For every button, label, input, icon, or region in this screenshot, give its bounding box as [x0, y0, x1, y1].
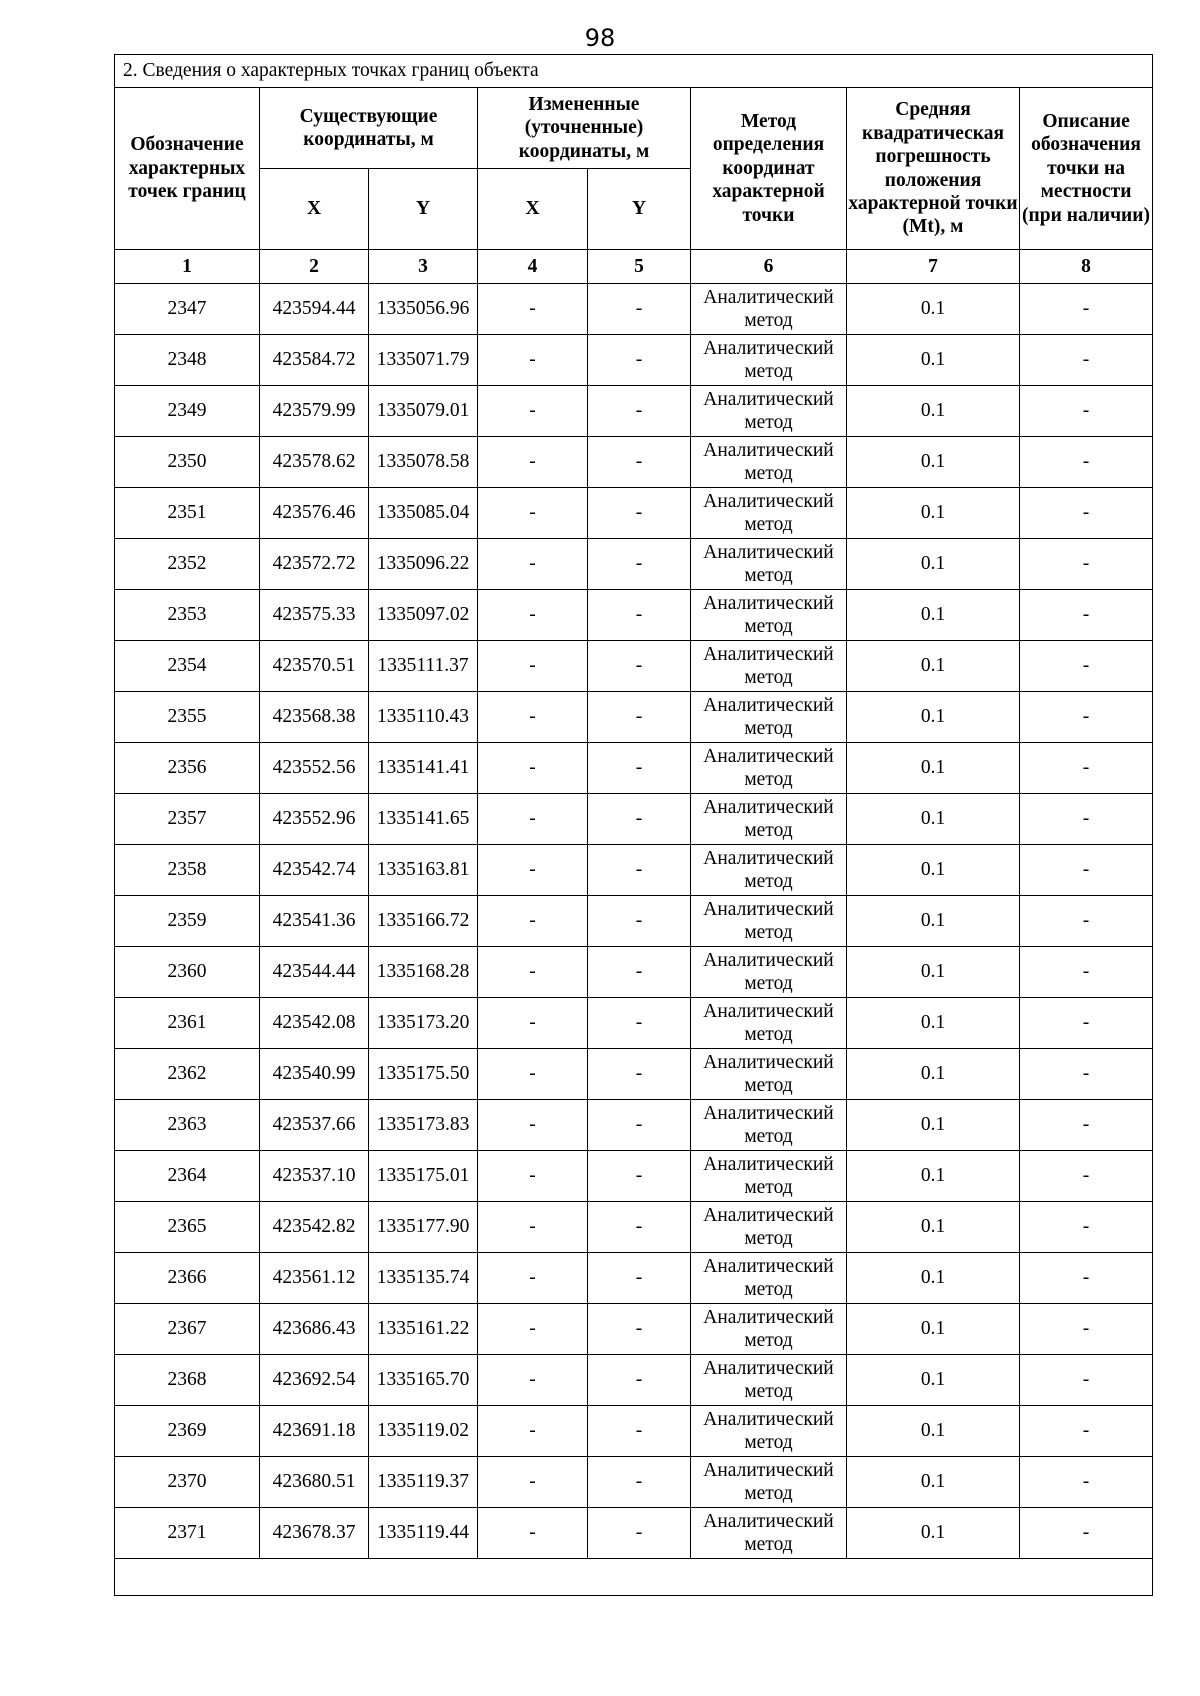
- table-row: [115, 998, 1153, 1049]
- method-cell: Аналитический метод: [691, 1508, 847, 1559]
- description-cell: -: [1020, 896, 1153, 947]
- changed-x-cell: -: [478, 947, 588, 998]
- existing-y-cell: 1335173.20: [369, 998, 478, 1049]
- method-cell: Аналитический метод: [691, 590, 847, 641]
- point-id-cell: 2348: [115, 335, 260, 386]
- existing-x-cell: 423561.12: [260, 1253, 369, 1304]
- mean-error-cell: 0.1: [847, 1049, 1020, 1100]
- description-cell: -: [1020, 539, 1153, 590]
- changed-x-cell: -: [478, 1508, 588, 1559]
- method-cell: Аналитический метод: [691, 947, 847, 998]
- description-cell: -: [1020, 1151, 1153, 1202]
- description-cell: -: [1020, 1304, 1153, 1355]
- method-cell: Аналитический метод: [691, 896, 847, 947]
- existing-x-cell: 423542.08: [260, 998, 369, 1049]
- description-cell: -: [1020, 743, 1153, 794]
- point-id-cell: 2353: [115, 590, 260, 641]
- point-id-cell: 2365: [115, 1202, 260, 1253]
- changed-x-cell: -: [478, 335, 588, 386]
- existing-y-cell: 1335141.65: [369, 794, 478, 845]
- description-cell: -: [1020, 1457, 1153, 1508]
- changed-x-cell: -: [478, 794, 588, 845]
- existing-x-cell: 423544.44: [260, 947, 369, 998]
- changed-y-cell: -: [588, 641, 691, 692]
- existing-x-cell: 423576.46: [260, 488, 369, 539]
- existing-y-cell: 1335119.37: [369, 1457, 478, 1508]
- existing-x-cell: 423691.18: [260, 1406, 369, 1457]
- changed-y-cell: -: [588, 743, 691, 794]
- description-cell: -: [1020, 947, 1153, 998]
- changed-x-cell: -: [478, 1406, 588, 1457]
- mean-error-cell: 0.1: [847, 1508, 1020, 1559]
- method-cell: Аналитический метод: [691, 1049, 847, 1100]
- column-number: 2: [260, 250, 369, 284]
- changed-y-cell: -: [588, 284, 691, 335]
- header-existing-coordinates: Существующие координаты, м: [260, 88, 478, 169]
- description-cell: -: [1020, 1202, 1153, 1253]
- table-row: [115, 335, 1153, 386]
- method-cell: Аналитический метод: [691, 794, 847, 845]
- point-id-cell: 2351: [115, 488, 260, 539]
- mean-error-cell: 0.1: [847, 947, 1020, 998]
- table-row: [115, 539, 1153, 590]
- changed-x-cell: -: [478, 1202, 588, 1253]
- table-row: [115, 1406, 1153, 1457]
- point-id-cell: 2363: [115, 1100, 260, 1151]
- existing-y-cell: 1335079.01: [369, 386, 478, 437]
- column-number: 1: [115, 250, 260, 284]
- existing-y-cell: 1335166.72: [369, 896, 478, 947]
- point-id-cell: 2350: [115, 437, 260, 488]
- mean-error-cell: 0.1: [847, 386, 1020, 437]
- column-number: 4: [478, 250, 588, 284]
- column-number: 8: [1020, 250, 1153, 284]
- mean-error-cell: 0.1: [847, 1253, 1020, 1304]
- method-cell: Аналитический метод: [691, 1355, 847, 1406]
- description-cell: -: [1020, 794, 1153, 845]
- table-row: [115, 1457, 1153, 1508]
- description-cell: -: [1020, 692, 1153, 743]
- existing-x-cell: 423578.62: [260, 437, 369, 488]
- mean-error-cell: 0.1: [847, 437, 1020, 488]
- changed-y-cell: -: [588, 1304, 691, 1355]
- existing-y-cell: 1335163.81: [369, 845, 478, 896]
- point-id-cell: 2366: [115, 1253, 260, 1304]
- point-id-cell: 2368: [115, 1355, 260, 1406]
- table-row: [115, 1304, 1153, 1355]
- changed-y-cell: -: [588, 539, 691, 590]
- point-id-cell: 2367: [115, 1304, 260, 1355]
- existing-x-cell: 423575.33: [260, 590, 369, 641]
- description-cell: -: [1020, 437, 1153, 488]
- point-id-cell: 2364: [115, 1151, 260, 1202]
- table-row: [115, 1253, 1153, 1304]
- page-number: 98: [584, 24, 616, 52]
- existing-y-cell: 1335165.70: [369, 1355, 478, 1406]
- existing-y-cell: 1335141.41: [369, 743, 478, 794]
- existing-y-cell: 1335096.22: [369, 539, 478, 590]
- existing-x-cell: 423552.56: [260, 743, 369, 794]
- changed-y-cell: -: [588, 1202, 691, 1253]
- table-row: [115, 1355, 1153, 1406]
- table-row: [115, 284, 1153, 335]
- method-cell: Аналитический метод: [691, 641, 847, 692]
- existing-y-cell: 1335078.58: [369, 437, 478, 488]
- changed-x-cell: -: [478, 1100, 588, 1151]
- mean-error-cell: 0.1: [847, 998, 1020, 1049]
- method-cell: Аналитический метод: [691, 1304, 847, 1355]
- method-cell: Аналитический метод: [691, 1253, 847, 1304]
- changed-x-cell: -: [478, 1049, 588, 1100]
- table-row: [115, 896, 1153, 947]
- header-description: Описание обозначения точки на местности (при наличии): [1020, 88, 1153, 250]
- existing-x-cell: 423579.99: [260, 386, 369, 437]
- existing-x-cell: 423686.43: [260, 1304, 369, 1355]
- existing-x-cell: 423537.10: [260, 1151, 369, 1202]
- changed-y-cell: -: [588, 1457, 691, 1508]
- changed-x-cell: -: [478, 488, 588, 539]
- existing-y-cell: 1335097.02: [369, 590, 478, 641]
- table-row: [115, 1100, 1153, 1151]
- mean-error-cell: 0.1: [847, 1100, 1020, 1151]
- changed-x-cell: -: [478, 1355, 588, 1406]
- changed-x-cell: -: [478, 1457, 588, 1508]
- description-cell: -: [1020, 386, 1153, 437]
- changed-y-cell: -: [588, 1508, 691, 1559]
- method-cell: Аналитический метод: [691, 488, 847, 539]
- boundary-points-table: [114, 54, 1153, 1596]
- table-row: [115, 692, 1153, 743]
- existing-y-cell: 1335173.83: [369, 1100, 478, 1151]
- column-number: 6: [691, 250, 847, 284]
- existing-y-cell: 1335071.79: [369, 335, 478, 386]
- header-changed-x: X: [478, 169, 588, 250]
- method-cell: Аналитический метод: [691, 437, 847, 488]
- existing-x-cell: 423540.99: [260, 1049, 369, 1100]
- changed-y-cell: -: [588, 692, 691, 743]
- existing-x-cell: 423542.82: [260, 1202, 369, 1253]
- existing-x-cell: 423692.54: [260, 1355, 369, 1406]
- description-cell: -: [1020, 590, 1153, 641]
- method-cell: Аналитический метод: [691, 1406, 847, 1457]
- mean-error-cell: 0.1: [847, 794, 1020, 845]
- existing-x-cell: 423541.36: [260, 896, 369, 947]
- existing-x-cell: 423584.72: [260, 335, 369, 386]
- existing-x-cell: 423568.38: [260, 692, 369, 743]
- description-cell: -: [1020, 1406, 1153, 1457]
- existing-y-cell: 1335056.96: [369, 284, 478, 335]
- changed-y-cell: -: [588, 335, 691, 386]
- table-row: [115, 845, 1153, 896]
- changed-y-cell: -: [588, 1406, 691, 1457]
- header-method: Метод определения координат характерной точки: [691, 88, 847, 250]
- method-cell: Аналитический метод: [691, 1202, 847, 1253]
- mean-error-cell: 0.1: [847, 641, 1020, 692]
- changed-x-cell: -: [478, 590, 588, 641]
- method-cell: Аналитический метод: [691, 998, 847, 1049]
- table-row: [115, 1151, 1153, 1202]
- changed-y-cell: -: [588, 896, 691, 947]
- description-cell: -: [1020, 641, 1153, 692]
- existing-x-cell: 423570.51: [260, 641, 369, 692]
- column-number: 7: [847, 250, 1020, 284]
- column-number: 5: [588, 250, 691, 284]
- point-id-cell: 2352: [115, 539, 260, 590]
- existing-x-cell: 423594.44: [260, 284, 369, 335]
- existing-y-cell: 1335119.44: [369, 1508, 478, 1559]
- method-cell: Аналитический метод: [691, 1151, 847, 1202]
- method-cell: Аналитический метод: [691, 845, 847, 896]
- existing-y-cell: 1335085.04: [369, 488, 478, 539]
- mean-error-cell: 0.1: [847, 1304, 1020, 1355]
- description-cell: -: [1020, 488, 1153, 539]
- column-number: 3: [369, 250, 478, 284]
- point-id-cell: 2360: [115, 947, 260, 998]
- header-point-designation: Обозначение характерных точек границ: [115, 88, 260, 250]
- changed-y-cell: -: [588, 1151, 691, 1202]
- point-id-cell: 2355: [115, 692, 260, 743]
- table-row: [115, 794, 1153, 845]
- description-cell: -: [1020, 845, 1153, 896]
- description-cell: -: [1020, 1508, 1153, 1559]
- point-id-cell: 2362: [115, 1049, 260, 1100]
- mean-error-cell: 0.1: [847, 743, 1020, 794]
- table-row: [115, 386, 1153, 437]
- changed-x-cell: -: [478, 539, 588, 590]
- description-cell: -: [1020, 335, 1153, 386]
- changed-x-cell: -: [478, 998, 588, 1049]
- changed-y-cell: -: [588, 437, 691, 488]
- changed-x-cell: -: [478, 284, 588, 335]
- description-cell: -: [1020, 1355, 1153, 1406]
- table-row: [115, 488, 1153, 539]
- changed-y-cell: -: [588, 386, 691, 437]
- method-cell: Аналитический метод: [691, 692, 847, 743]
- changed-y-cell: -: [588, 1355, 691, 1406]
- point-id-cell: 2356: [115, 743, 260, 794]
- point-id-cell: 2347: [115, 284, 260, 335]
- header-changed-y: Y: [588, 169, 691, 250]
- method-cell: Аналитический метод: [691, 743, 847, 794]
- table-row: [115, 1049, 1153, 1100]
- header-existing-y: Y: [369, 169, 478, 250]
- table-row: [115, 590, 1153, 641]
- changed-y-cell: -: [588, 947, 691, 998]
- mean-error-cell: 0.1: [847, 1406, 1020, 1457]
- changed-x-cell: -: [478, 1304, 588, 1355]
- existing-x-cell: 423537.66: [260, 1100, 369, 1151]
- changed-y-cell: -: [588, 998, 691, 1049]
- table-row: [115, 743, 1153, 794]
- existing-x-cell: 423542.74: [260, 845, 369, 896]
- changed-x-cell: -: [478, 386, 588, 437]
- mean-error-cell: 0.1: [847, 1457, 1020, 1508]
- table-row: [115, 641, 1153, 692]
- existing-x-cell: 423680.51: [260, 1457, 369, 1508]
- changed-x-cell: -: [478, 896, 588, 947]
- changed-y-cell: -: [588, 590, 691, 641]
- table-row: [115, 437, 1153, 488]
- point-id-cell: 2358: [115, 845, 260, 896]
- mean-error-cell: 0.1: [847, 1151, 1020, 1202]
- existing-y-cell: 1335119.02: [369, 1406, 478, 1457]
- existing-y-cell: 1335111.37: [369, 641, 478, 692]
- method-cell: Аналитический метод: [691, 386, 847, 437]
- point-id-cell: 2361: [115, 998, 260, 1049]
- existing-x-cell: 423572.72: [260, 539, 369, 590]
- existing-y-cell: 1335175.01: [369, 1151, 478, 1202]
- changed-y-cell: -: [588, 1100, 691, 1151]
- table-row: [115, 1202, 1153, 1253]
- changed-x-cell: -: [478, 743, 588, 794]
- mean-error-cell: 0.1: [847, 1355, 1020, 1406]
- existing-y-cell: 1335161.22: [369, 1304, 478, 1355]
- method-cell: Аналитический метод: [691, 1100, 847, 1151]
- table-body: [115, 284, 1153, 1559]
- existing-y-cell: 1335110.43: [369, 692, 478, 743]
- method-cell: Аналитический метод: [691, 335, 847, 386]
- changed-x-cell: -: [478, 1151, 588, 1202]
- changed-x-cell: -: [478, 1253, 588, 1304]
- section-title: 2. Сведения о характерных точках границ объекта: [115, 55, 1153, 88]
- existing-y-cell: 1335177.90: [369, 1202, 478, 1253]
- mean-error-cell: 0.1: [847, 284, 1020, 335]
- changed-y-cell: -: [588, 1253, 691, 1304]
- mean-error-cell: 0.1: [847, 488, 1020, 539]
- description-cell: -: [1020, 1253, 1153, 1304]
- existing-y-cell: 1335175.50: [369, 1049, 478, 1100]
- existing-y-cell: 1335135.74: [369, 1253, 478, 1304]
- point-id-cell: 2349: [115, 386, 260, 437]
- method-cell: Аналитический метод: [691, 539, 847, 590]
- existing-y-cell: 1335168.28: [369, 947, 478, 998]
- table-row: [115, 1508, 1153, 1559]
- header-existing-x: X: [260, 169, 369, 250]
- changed-x-cell: -: [478, 845, 588, 896]
- mean-error-cell: 0.1: [847, 539, 1020, 590]
- existing-x-cell: 423678.37: [260, 1508, 369, 1559]
- changed-y-cell: -: [588, 1049, 691, 1100]
- changed-x-cell: -: [478, 641, 588, 692]
- header-changed-coordinates: Измененные (уточненные) координаты, м: [478, 88, 691, 169]
- point-id-cell: 2354: [115, 641, 260, 692]
- description-cell: -: [1020, 1049, 1153, 1100]
- mean-error-cell: 0.1: [847, 692, 1020, 743]
- point-id-cell: 2357: [115, 794, 260, 845]
- method-cell: Аналитический метод: [691, 284, 847, 335]
- point-id-cell: 2371: [115, 1508, 260, 1559]
- point-id-cell: 2370: [115, 1457, 260, 1508]
- changed-y-cell: -: [588, 845, 691, 896]
- description-cell: -: [1020, 1100, 1153, 1151]
- mean-error-cell: 0.1: [847, 845, 1020, 896]
- mean-error-cell: 0.1: [847, 590, 1020, 641]
- changed-y-cell: -: [588, 488, 691, 539]
- method-cell: Аналитический метод: [691, 1457, 847, 1508]
- mean-error-cell: 0.1: [847, 1202, 1020, 1253]
- description-cell: -: [1020, 998, 1153, 1049]
- changed-x-cell: -: [478, 437, 588, 488]
- point-id-cell: 2359: [115, 896, 260, 947]
- description-cell: -: [1020, 284, 1153, 335]
- empty-footer-row: [115, 1559, 1153, 1596]
- existing-x-cell: 423552.96: [260, 794, 369, 845]
- changed-x-cell: -: [478, 692, 588, 743]
- mean-error-cell: 0.1: [847, 896, 1020, 947]
- table-row: [115, 947, 1153, 998]
- changed-y-cell: -: [588, 794, 691, 845]
- mean-error-cell: 0.1: [847, 335, 1020, 386]
- point-id-cell: 2369: [115, 1406, 260, 1457]
- header-mean-error: Средняя квадратическая погрешность положения характерной точки (Mt), м: [847, 88, 1020, 250]
